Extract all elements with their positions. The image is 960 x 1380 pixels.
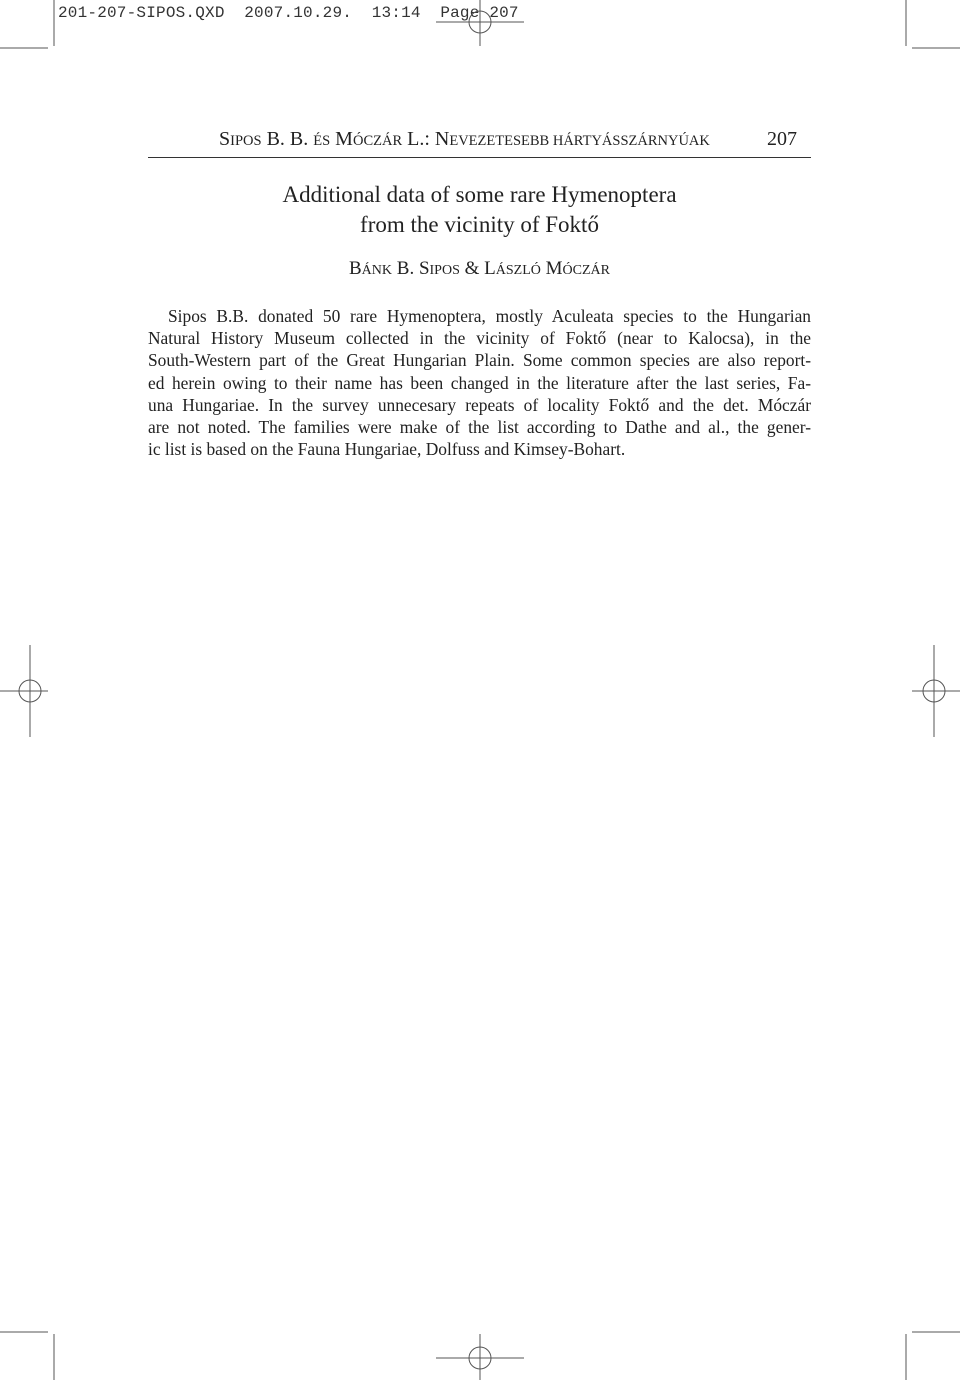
article-title-line-2: from the vicinity of Foktő: [360, 212, 599, 237]
author-text: B: [348, 258, 362, 279]
page-number: 207: [767, 128, 797, 150]
running-head-text: ÓCZÁR: [352, 133, 403, 149]
running-head: [219, 128, 797, 151]
running-head-text: M: [330, 128, 353, 150]
author-text: ÁNK: [361, 263, 393, 278]
author-text: IPOS: [429, 263, 460, 278]
slug-page-label: Page 207: [440, 4, 519, 22]
author-text: B. S: [392, 258, 430, 279]
abstract-line: Natural History Museum collected in the vicinity of Foktő (near to Kalocsa), in the: [148, 328, 811, 349]
running-head-text: ÉS: [313, 133, 331, 149]
abstract-line: ed herein owing to their name has been changed in the literature after the last series, Fa-: [148, 372, 811, 393]
article-authors: [148, 258, 811, 280]
running-head-text: B. B.: [261, 128, 314, 150]
registration-mark-right: [912, 645, 960, 737]
slug-file: 201-207-SIPOS.QXD: [58, 4, 225, 22]
abstract-line: are not noted. The families were make of the list according to Dathe and al., the gener-: [148, 416, 811, 437]
abstract-line: una Hungariae. In the survey unnecesary repeats of locality Foktő and the det. Móczár: [148, 394, 811, 415]
running-head-text: IPOS: [230, 133, 262, 149]
registration-mark-top: [436, 0, 524, 46]
running-head-text: EVEZETESEBB HÁRTYÁSSZÁRNYÚAK: [449, 133, 710, 149]
abstract-line: ic list is based on the Fauna Hungariae, Dolfuss and Kimsey-Bohart.: [148, 439, 626, 460]
running-head-text: L.: N: [402, 128, 450, 150]
registration-mark-bottom: [436, 1334, 524, 1380]
author-text: ÁSZLÓ: [495, 263, 541, 278]
header-rule: [148, 157, 811, 158]
registration-mark-left: [0, 645, 48, 737]
author-text: & L: [459, 258, 496, 279]
slug-time: 13:14: [371, 4, 421, 22]
running-head-text: S: [219, 128, 231, 150]
author-text: M: [540, 258, 563, 279]
article-title-line-1: Additional data of some rare Hymenoptera: [282, 182, 677, 207]
abstract-paragraph: [148, 305, 811, 460]
abstract-line: Sipos B.B. donated 50 rare Hymenoptera, mostly Aculeata species to the Hungarian: [168, 306, 811, 326]
abstract-line: South-Western part of the Great Hungarian Plain. Some common species are also report-: [148, 350, 811, 371]
author-text: ÓCZÁR: [562, 263, 610, 278]
slug-date: 2007.10.29.: [244, 4, 353, 22]
